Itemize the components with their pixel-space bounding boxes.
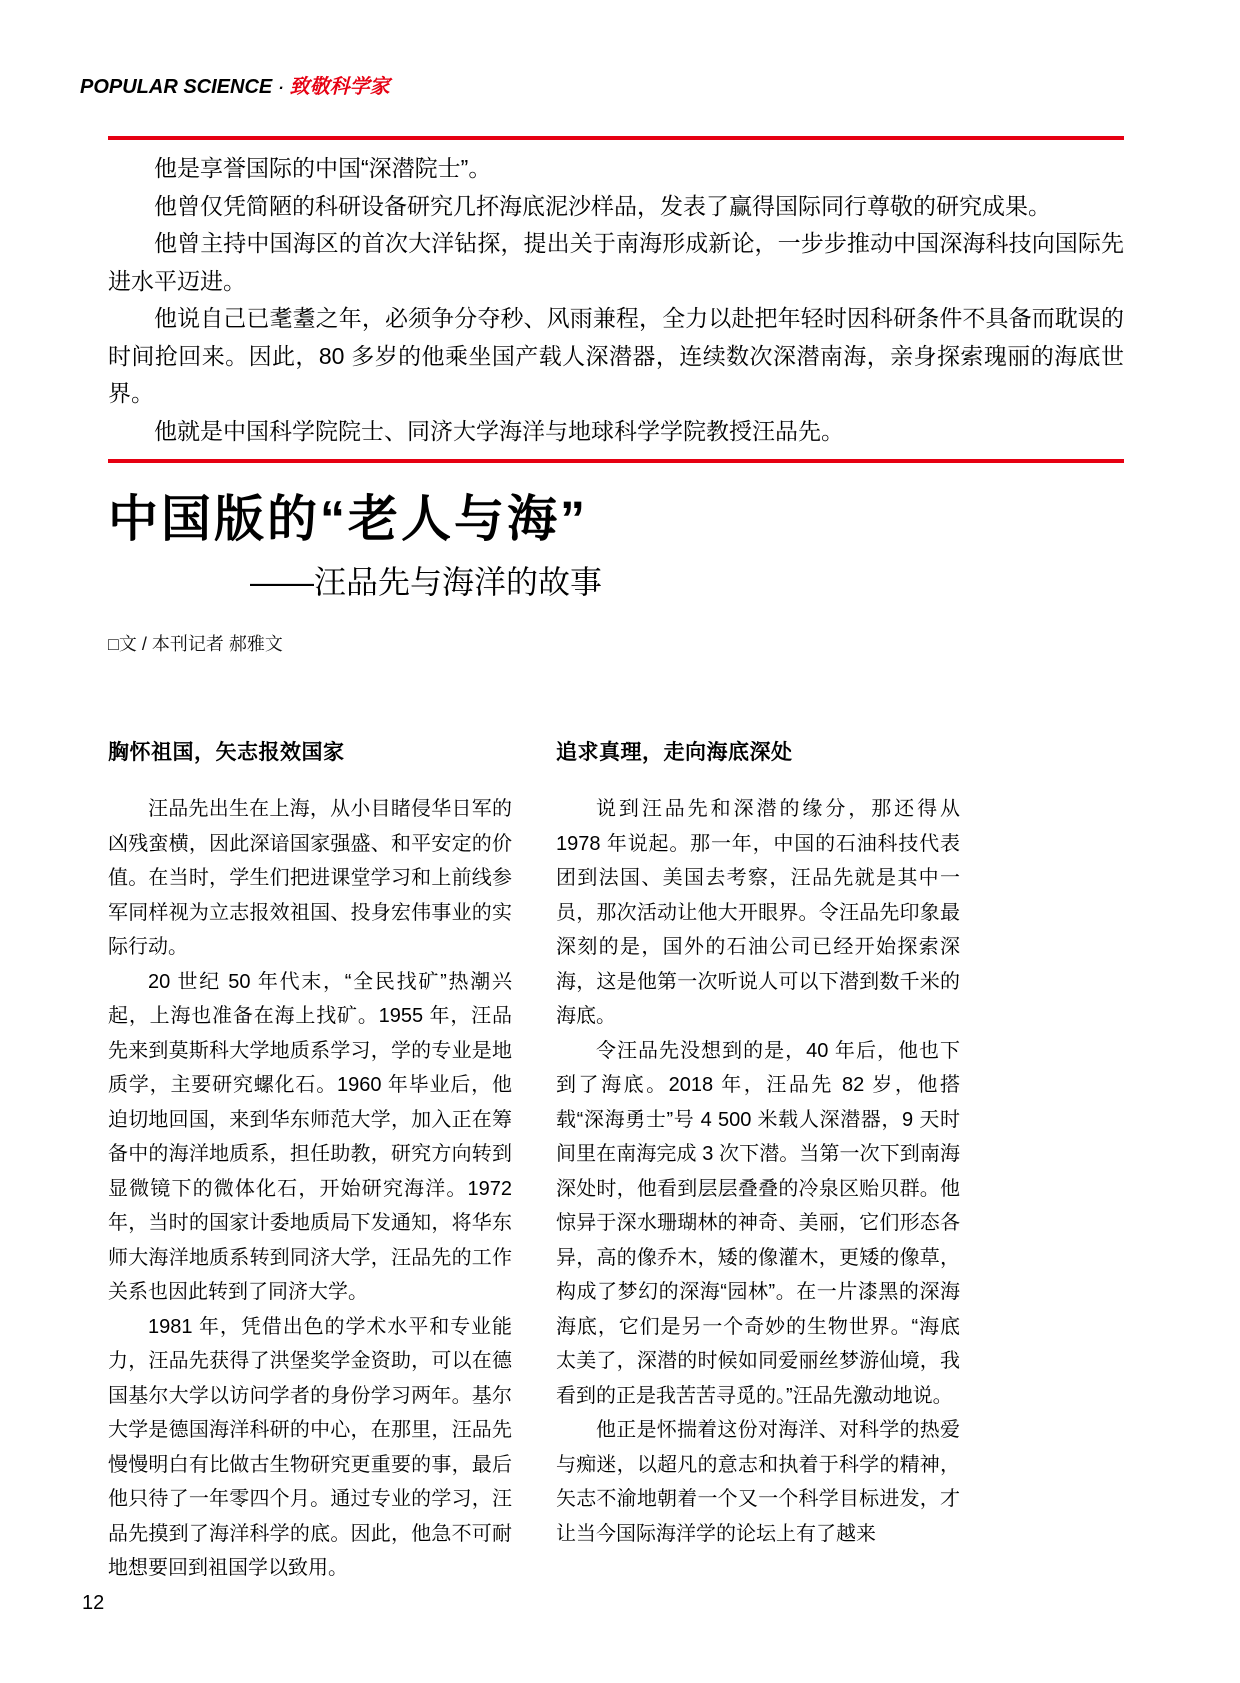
right-column-heading: 追求真理，走向海底深处 bbox=[556, 741, 793, 764]
article-title: 中国版的“老人与海” bbox=[108, 491, 588, 547]
magazine-name: POPULAR SCIENCE bbox=[80, 76, 273, 98]
left-column-heading: 胸怀祖国，矢志报效国家 bbox=[108, 741, 345, 764]
body-paragraph: 说到汪品先和深潜的缘分，那还得从 1978 年说起。那一年，中国的石油科技代表团到法国、美国去考察，汪品先就是其中一员，那次活动让他大开眼界。令汪品先印象最深刻的是，国外的石油公司已经开始探索深海，这是他第一次听说人可以下潜到数千米的海底。 bbox=[556, 798, 960, 1027]
body-paragraph: 他正是怀揣着这份对海洋、对科学的热爱与痴迷，以超凡的意志和执着于科学的精神，矢志不渝地朝着一个又一个科学目标进发，才让当今国际海洋学的论坛上有了越来 bbox=[556, 1419, 960, 1545]
body-paragraph: 汪品先出生在上海，从小目睹侵华日军的凶残蛮横，因此深谙国家强盛、和平安定的价值。在当时，学生们把进课堂学习和上前线参军同样视为立志报效祖国、投身宏伟事业的实际行动。 bbox=[108, 798, 512, 958]
intro-block bbox=[108, 150, 1124, 450]
intro-paragraph: 他说自己已耄耋之年，必须争分夺秒、风雨兼程，全力以赴把年轻时因科研条件不具备而耽误的时间抢回来。因此，80 多岁的他乘坐国产载人深潜器，连续数次深潜南海，亲身探索瑰丽的海底世界。 bbox=[108, 305, 1124, 406]
body-paragraph: 1981 年，凭借出色的学术水平和专业能力，汪品先获得了洪堡奖学金资助，可以在德国基尔大学以访问学者的身份学习两年。基尔大学是德国海洋科研的中心，在那里，汪品先慢慢明白有比做古生物研究更重要的事，最后他只待了一年零四个月。通过专业的学习，汪品先摸到了海洋科学的底。因此，他急不可耐地想要回到祖国学以致用。 bbox=[108, 1315, 512, 1579]
body-paragraph: 20 世纪 50 年代末，“全民找矿”热潮兴起，上海也准备在海上找矿。1955 年，汪品先来到莫斯科大学地质系学习，学的专业是地质学，主要研究螺化石。1960 年毕业后，他迫切地回国，来到华东师范大学，加入正在筹备中的海洋地质系，担任助教，研究方向转到显微镜下的微体化石，开始研究海洋。1972 年，当时的国家计委地质局下发通知，将华东师大海洋地质系转到同济大学，汪品先的工作关系也因此转到了同济大学。 bbox=[108, 970, 512, 1303]
intro-paragraph: 他曾主持中国海区的首次大洋钻探，提出关于南海形成新论，一步步推动中国深海科技向国际先进水平迈进。 bbox=[108, 230, 1124, 294]
bottom-red-rule bbox=[108, 459, 1124, 463]
intro-paragraph: 他是享誉国际的中国“深潜院士”。 bbox=[154, 155, 492, 181]
article-body bbox=[108, 736, 960, 1586]
intro-paragraph: 他就是中国科学院院士、同济大学海洋与地球科学学院教授汪品先。 bbox=[154, 417, 844, 444]
section-name: 致敬科学家 bbox=[289, 76, 390, 98]
column-right bbox=[556, 736, 960, 1586]
body-paragraph: 令汪品先没想到的是，40 年后，他也下到了海底。2018 年，汪品先 82 岁，他搭载“深海勇士”号 4 500 米载人深潜器，9 天时间里在南海完成 3 次下潜。当第一次下到南海深处时，他看到层层叠叠的冷泉区贻贝群。他惊异于深水珊瑚林的神奇、美丽，它们形态各异，高的像乔木，矮的像灌木，更矮的像草，构成了梦幻的深海“园林”。在一片漆黑的深海海底，它们是另一个奇妙的生物世界。“海底太美了，深潜的时候如同爱丽丝梦游仙境，我看到的正是我苦苦寻觅的。”汪品先激动地说。 bbox=[556, 1039, 960, 1407]
byline: □文 / 本刊记者 郝雅文 bbox=[108, 634, 283, 654]
title-block bbox=[108, 490, 1124, 656]
column-left bbox=[108, 736, 512, 1586]
article-subtitle: ——汪品先与海洋的故事 bbox=[250, 564, 603, 600]
intro-paragraph: 他曾仅凭简陋的科研设备研究几抔海底泥沙样品，发表了赢得国际同行尊敬的研究成果。 bbox=[154, 192, 1051, 219]
page-number: 12 bbox=[82, 1592, 105, 1614]
masthead-separator: · bbox=[278, 80, 284, 97]
masthead bbox=[80, 70, 390, 99]
top-red-rule bbox=[108, 136, 1124, 140]
